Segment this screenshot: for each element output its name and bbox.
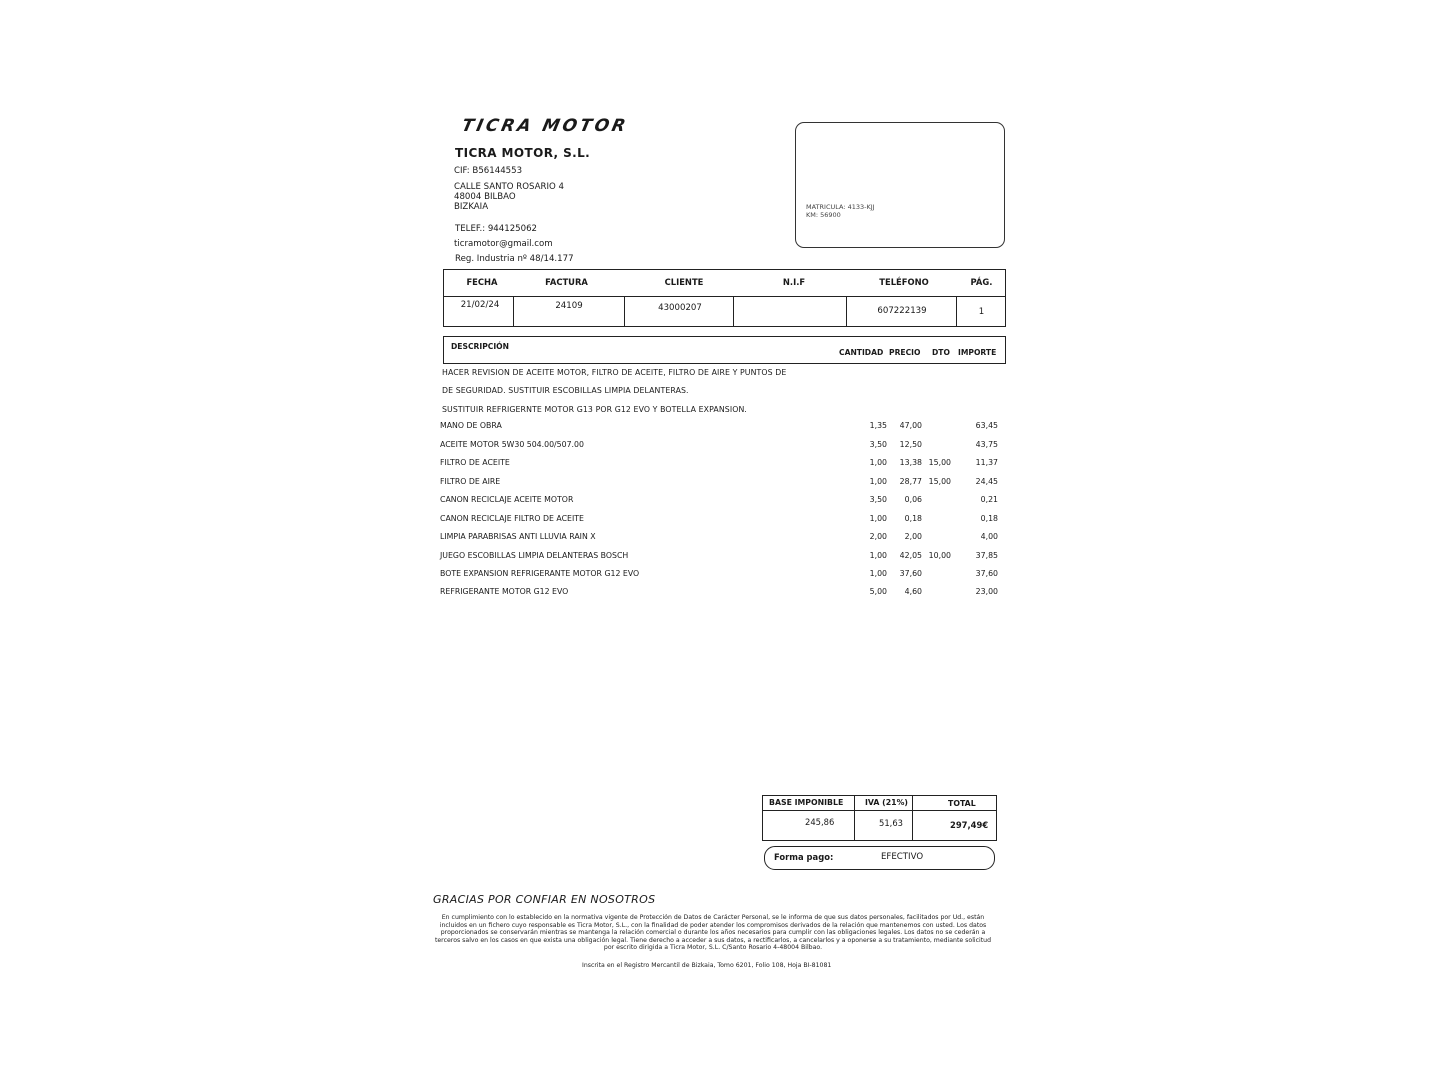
item-amount: 37,85 [975, 551, 998, 560]
item-quantity: 1,00 [869, 569, 887, 578]
divider [733, 296, 734, 326]
col-factura: FACTURA [545, 277, 588, 287]
item-amount: 24,45 [975, 477, 998, 486]
item-amount: 0,21 [980, 495, 998, 504]
item-quantity: 1,00 [869, 477, 887, 486]
line-item [437, 569, 1007, 583]
line-item [437, 514, 1007, 528]
item-price: 12,50 [899, 440, 922, 449]
item-discount: 15,00 [928, 458, 951, 467]
line-item [437, 440, 1007, 454]
header-descripcion: DESCRIPCIÓN [451, 342, 509, 351]
item-amount: 0,18 [980, 514, 998, 523]
payment-label: Forma pago: [774, 852, 834, 862]
line-items [437, 364, 1007, 614]
item-description: JUEGO ESCOBILLAS LIMPIA DELANTERAS BOSCH [440, 551, 629, 560]
divider [846, 296, 847, 326]
item-quantity: 1,00 [869, 551, 887, 560]
payment-method-box [764, 846, 995, 870]
invoice-header-table [443, 269, 1006, 327]
item-price: 47,00 [899, 421, 922, 430]
item-amount: 43,75 [975, 440, 998, 449]
line-item [437, 551, 1007, 565]
iva-label: IVA (21%) [865, 798, 908, 807]
company-phone: TELEF.: 944125062 [455, 224, 538, 234]
mercantile-registry: Inscrita en el Registro Mercantil de Bizkaia, Tomo 6201, Folio 108, Hoja BI-81081 [582, 962, 832, 969]
item-amount: 4,00 [980, 532, 998, 541]
line-item [437, 532, 1007, 546]
col-pag: PÁG. [970, 277, 993, 287]
item-quantity: 1,35 [869, 421, 887, 430]
base-value: 245,86 [805, 817, 835, 827]
lines-header [443, 336, 1006, 364]
line-item [437, 421, 1007, 435]
item-price: 13,38 [899, 458, 922, 467]
total-label: TOTAL [948, 799, 976, 808]
item-quantity: 1,00 [869, 514, 887, 523]
item-price: 2,00 [904, 532, 922, 541]
item-quantity: 3,50 [869, 440, 887, 449]
line-item [437, 477, 1007, 491]
value-factura: 24109 [555, 301, 583, 311]
value-cliente: 43000207 [658, 303, 702, 313]
divider [763, 810, 996, 811]
line-item [437, 458, 1007, 472]
total-value: 297,49€ [950, 820, 989, 830]
item-amount: 23,00 [975, 587, 998, 596]
divider [912, 796, 913, 840]
header-cantidad: CANTIDAD [839, 348, 884, 357]
item-quantity: 3,50 [869, 495, 887, 504]
company-cif: CIF: B56144553 [454, 166, 523, 176]
col-cliente: CLIENTE [664, 277, 704, 287]
item-discount: 15,00 [928, 477, 951, 486]
item-description: MANO DE OBRA [440, 421, 502, 430]
vehicle-km: KM: 56900 [806, 211, 841, 219]
work-description-line: HACER REVISION DE ACEITE MOTOR, FILTRO DE ACEITE, FILTRO DE AIRE Y PUNTOS DE [442, 368, 787, 377]
col-fecha: FECHA [466, 277, 498, 287]
company-name: TICRA MOTOR, S.L. [455, 146, 591, 160]
item-quantity: 1,00 [869, 458, 887, 467]
item-price: 0,06 [904, 495, 922, 504]
header-dto: DTO [932, 348, 950, 357]
col-nif: N.I.F [782, 277, 806, 287]
item-amount: 11,37 [975, 458, 998, 467]
divider [624, 296, 625, 326]
header-precio: PRECIO [889, 348, 921, 357]
company-email: ticramotor@gmail.com [454, 239, 553, 249]
item-description: FILTRO DE AIRE [440, 477, 501, 486]
value-telefono: 607222139 [877, 306, 927, 316]
item-price: 4,60 [904, 587, 922, 596]
item-amount: 37,60 [975, 569, 998, 578]
item-amount: 63,45 [975, 421, 998, 430]
header-importe: IMPORTE [958, 348, 997, 357]
divider [956, 296, 957, 326]
item-price: 37,60 [899, 569, 922, 578]
item-quantity: 5,00 [869, 587, 887, 596]
line-item [437, 495, 1007, 509]
company-address-line3: BIZKAIA [454, 202, 489, 212]
item-description: CANON RECICLAJE FILTRO DE ACEITE [440, 514, 584, 523]
item-description: BOTE EXPANSION REFRIGERANTE MOTOR G12 EVO [440, 569, 640, 578]
item-price: 0,18 [904, 514, 922, 523]
totals-table [762, 795, 997, 841]
iva-value: 51,63 [879, 818, 903, 828]
item-description: ACEITE MOTOR 5W30 504.00/507.00 [440, 440, 584, 449]
company-address-line1: CALLE SANTO ROSARIO 4 [454, 182, 564, 192]
item-price: 28,77 [899, 477, 922, 486]
value-pag: 1 [978, 307, 985, 317]
work-description-line: DE SEGURIDAD. SUSTITUIR ESCOBILLAS LIMPIA DELANTERAS. [442, 386, 689, 395]
line-item [437, 587, 1007, 601]
payment-value: EFECTIVO [881, 852, 924, 862]
company-address-line2: 48004 BILBAO [454, 192, 516, 202]
divider [513, 296, 514, 326]
value-fecha: 21/02/24 [460, 300, 500, 310]
divider [854, 796, 855, 840]
vehicle-plate: MATRICULA: 4133-KJJ [806, 203, 875, 211]
item-discount: 10,00 [928, 551, 951, 560]
col-telefono: TELÉFONO [879, 277, 929, 287]
item-price: 42,05 [899, 551, 922, 560]
item-description: REFRIGERANTE MOTOR G12 EVO [440, 587, 569, 596]
item-description: FILTRO DE ACEITE [440, 458, 510, 467]
work-description-line: SUSTITUIR REFRIGERNTE MOTOR G13 POR G12 EVO Y BOTELLA EXPANSION. [442, 405, 747, 414]
item-description: LIMPIA PARABRISAS ANTI LLUVIA RAIN X [440, 532, 596, 541]
thanks-message: GRACIAS POR CONFIAR EN NOSOTROS [433, 893, 656, 906]
item-description: CANON RECICLAJE ACEITE MOTOR [440, 495, 574, 504]
company-logo: TICRA MOTOR [459, 116, 631, 136]
vehicle-info-box [795, 122, 1005, 248]
legal-notice: En cumplimiento con lo establecido en la normativa vigente de Protección de Datos de Carácter Personal, se le informa de que sus datos personales, facilitados por Ud., están incluidos en un fichero cuyo responsable es Ticra Motor, S.L., con la finalidad de poder atender los compromisos derivados de la relación que mantenemos con usted. Los datos proporcionados se conservarán mientras se mantenga la relación comercial o durante los años necesarios para cumplir con las obligaciones legales. Los datos no se cederán a terceros salvo en los casos en que exista una obligación legal. Tiene derecho a acceder a sus datos, a rectificarlos, a cancelarlos y a oponerse a su tratamiento, mediante solicitud por escrito dirigida a Ticra Motor, S.L. C/Santo Rosario 4-48004 Bilbao. [434, 914, 992, 952]
item-quantity: 2,00 [869, 532, 887, 541]
company-registry: Reg. Industria nº 48/14.177 [455, 254, 574, 264]
base-label: BASE IMPONIBLE [769, 798, 844, 807]
